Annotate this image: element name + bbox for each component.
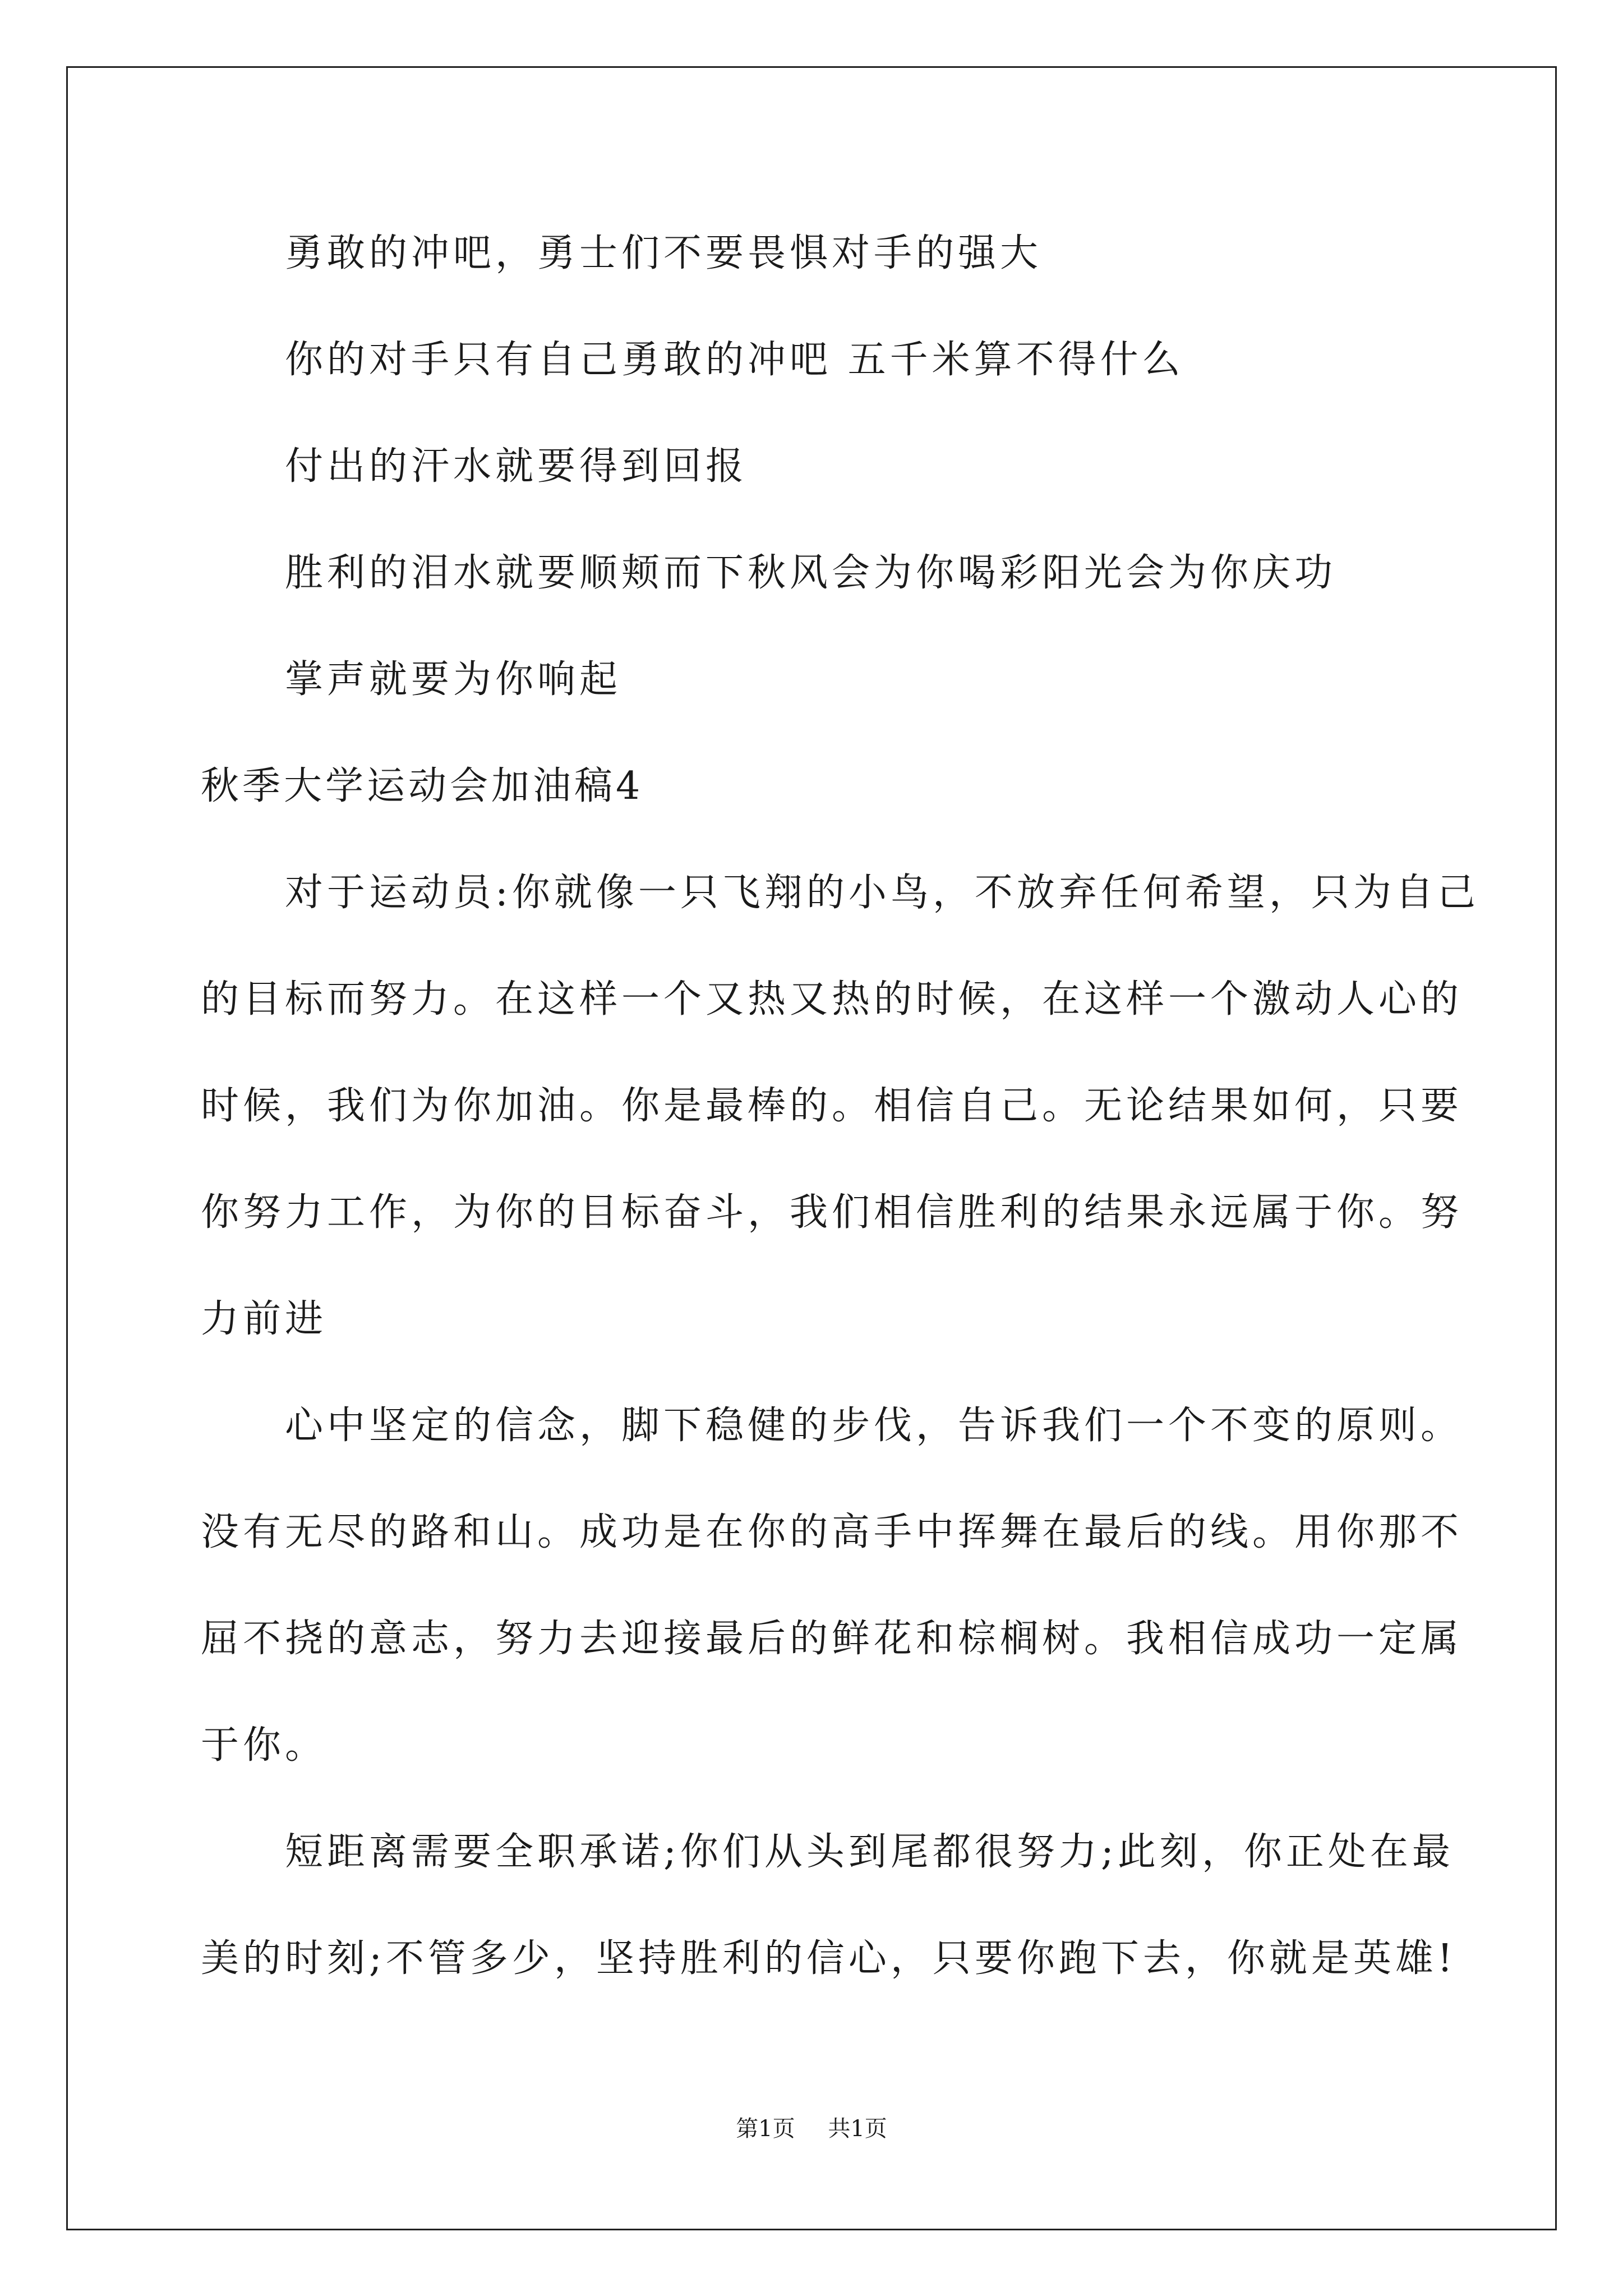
page-number: 第1页 [736,2116,795,2142]
paragraph-line: 没有无尽的路和山。成功是在你的高手中挥舞在最后的线。用你那不 [201,1510,1463,1554]
section-heading: 秋季大学运动会加油稿4 [201,764,644,808]
paragraph-line: 于你。 [201,1723,328,1768]
page-total: 共1页 [828,2116,887,2142]
paragraph-line: 时候，我们为你加油。你是最棒的。相信自己。无论结果如何，只要 [201,1084,1463,1128]
paragraph-line: 你努力工作，为你的目标奋斗，我们相信胜利的结果永远属于你。努 [201,1190,1463,1235]
paragraph-line: 的目标而努力。在这样一个又热又热的时候，在这样一个激动人心的 [201,977,1463,1022]
paragraph-line: 屈不挠的意志，努力去迎接最后的鲜花和棕榈树。我相信成功一定属 [201,1617,1463,1661]
paragraph-line: 对于运动员:你就像一只飞翔的小鸟，不放弃任何希望，只为自己 [285,871,1479,915]
paragraph-line: 短距离需要全职承诺;你们从头到尾都很努力;此刻，你正处在最 [285,1830,1454,1874]
paragraph-line: 心中坚定的信念，脚下稳健的步伐，告诉我们一个不变的原则。 [285,1404,1463,1448]
text-line: 付出的汗水就要得到回报 [285,444,748,489]
page-frame [66,66,1557,2230]
paragraph-line: 力前进 [201,1297,328,1341]
text-line: 掌声就要为你响起 [285,657,622,702]
text-line: 勇敢的冲吧，勇士们不要畏惧对手的强大 [285,231,1043,275]
text-line: 你的对手只有自己勇敢的冲吧 五千米算不得什么 [285,338,1184,382]
paragraph-line: 美的时刻;不管多少，坚持胜利的信心，只要你跑下去，你就是英雄! [201,1936,1457,1981]
page-footer [0,2118,1623,2140]
text-line: 胜利的泪水就要顺颊而下秋风会为你喝彩阳光会为你庆功 [285,551,1337,595]
